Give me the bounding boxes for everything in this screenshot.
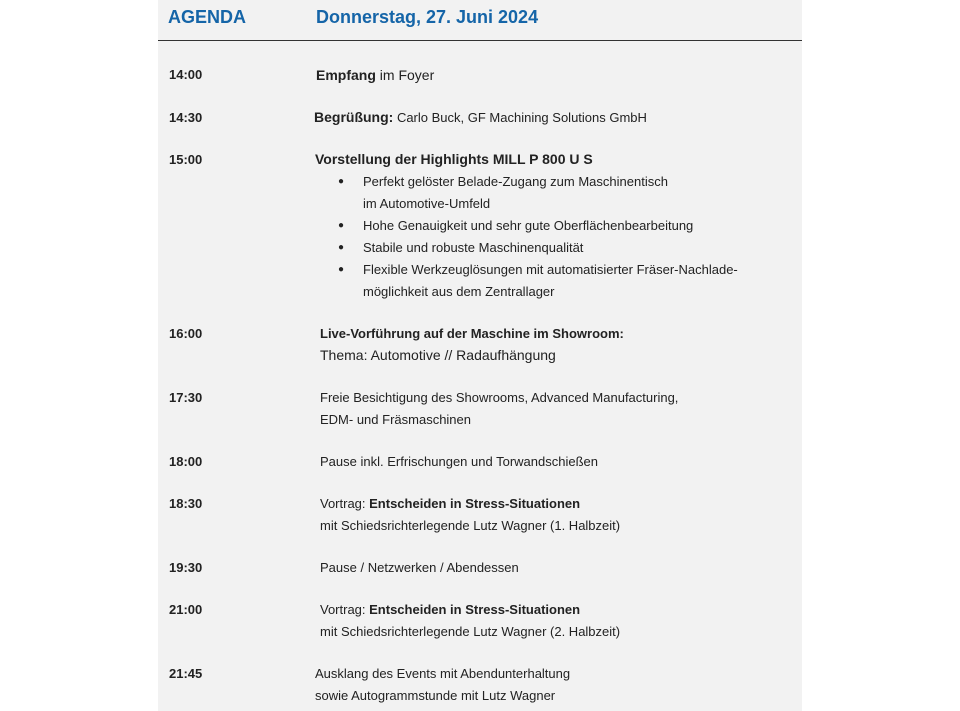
agenda-text-bold: Begrüßung: xyxy=(314,109,394,125)
bullet-line: Perfekt gelöster Belade-Zugang zum Maschinentisch xyxy=(363,174,668,189)
bullet-line: Stabile und robuste Maschinenqualität xyxy=(363,240,584,255)
agenda-time: 21:45 xyxy=(169,666,203,681)
bullet-line: Flexible Werkzeuglösungen mit automatisierter Fräser-Nachlade- xyxy=(363,262,738,277)
agenda-text-bold: Entscheiden in Stress-Situationen xyxy=(369,602,581,617)
agenda-time: 18:30 xyxy=(169,496,203,511)
bullet-line: Hohe Genauigkeit und sehr gute Oberflächenbearbeitung xyxy=(363,218,694,233)
agenda-text-line1: Pause / Netzwerken / Abendessen xyxy=(320,560,519,575)
agenda-text xyxy=(314,109,647,125)
agenda-text-line2: sowie Autogrammstunde mit Lutz Wagner xyxy=(315,688,556,703)
agenda-text-line1 xyxy=(320,496,580,511)
agenda-text-prefix: Vortrag: xyxy=(320,602,370,617)
agenda-text-line1 xyxy=(320,602,580,617)
agenda-text-bold: Empfang xyxy=(316,67,376,83)
bullet-icon: ● xyxy=(338,242,345,253)
bullet-line: im Automotive-Umfeld xyxy=(363,196,491,211)
agenda-text-line1: Freie Besichtigung des Showrooms, Advanced Manufacturing, xyxy=(320,390,679,405)
agenda-text-line2: mit Schiedsrichterlegende Lutz Wagner (1. Halbzeit) xyxy=(320,518,621,533)
agenda-header xyxy=(158,0,802,41)
agenda-text-line1: Ausklang des Events mit Abendunterhaltung xyxy=(315,666,571,681)
agenda-time: 16:00 xyxy=(169,326,203,341)
agenda-time: 15:00 xyxy=(169,152,203,167)
agenda-title: AGENDA xyxy=(168,7,247,27)
agenda-text xyxy=(316,67,434,83)
agenda-text-line2: mit Schiedsrichterlegende Lutz Wagner (2. Halbzeit) xyxy=(320,624,621,639)
agenda-text-bold: Vorstellung der Highlights MILL P 800 U S xyxy=(315,151,593,167)
agenda-time: 14:30 xyxy=(169,110,203,125)
agenda-text-bold: Entscheiden in Stress-Situationen xyxy=(369,496,581,511)
agenda-page xyxy=(158,0,802,711)
agenda-text-rest: Carlo Buck, GF Machining Solutions GmbH xyxy=(393,110,647,125)
agenda-time: 19:30 xyxy=(169,560,203,575)
agenda-time: 17:30 xyxy=(169,390,203,405)
bullet-icon: ● xyxy=(338,220,345,231)
agenda-text-line1: Pause inkl. Erfrischungen und Torwandschießen xyxy=(320,454,598,469)
bullet-icon: ● xyxy=(338,176,345,187)
agenda-date: Donnerstag, 27. Juni 2024 xyxy=(316,7,539,27)
bullet-line: möglichkeit aus dem Zentrallager xyxy=(363,284,555,299)
agenda-text-bold: Live-Vorführung auf der Maschine im Showroom: xyxy=(320,326,624,341)
agenda-text-line2: Thema: Automotive // Radaufhängung xyxy=(320,347,556,363)
agenda-time: 14:00 xyxy=(169,67,203,82)
agenda-time: 18:00 xyxy=(169,454,203,469)
agenda-time: 21:00 xyxy=(169,602,203,617)
agenda-text-rest: im Foyer xyxy=(375,67,435,83)
bullet-icon: ● xyxy=(338,264,345,275)
agenda-text-prefix: Vortrag: xyxy=(320,496,370,511)
agenda-text-line2: EDM- und Fräsmaschinen xyxy=(320,412,471,427)
